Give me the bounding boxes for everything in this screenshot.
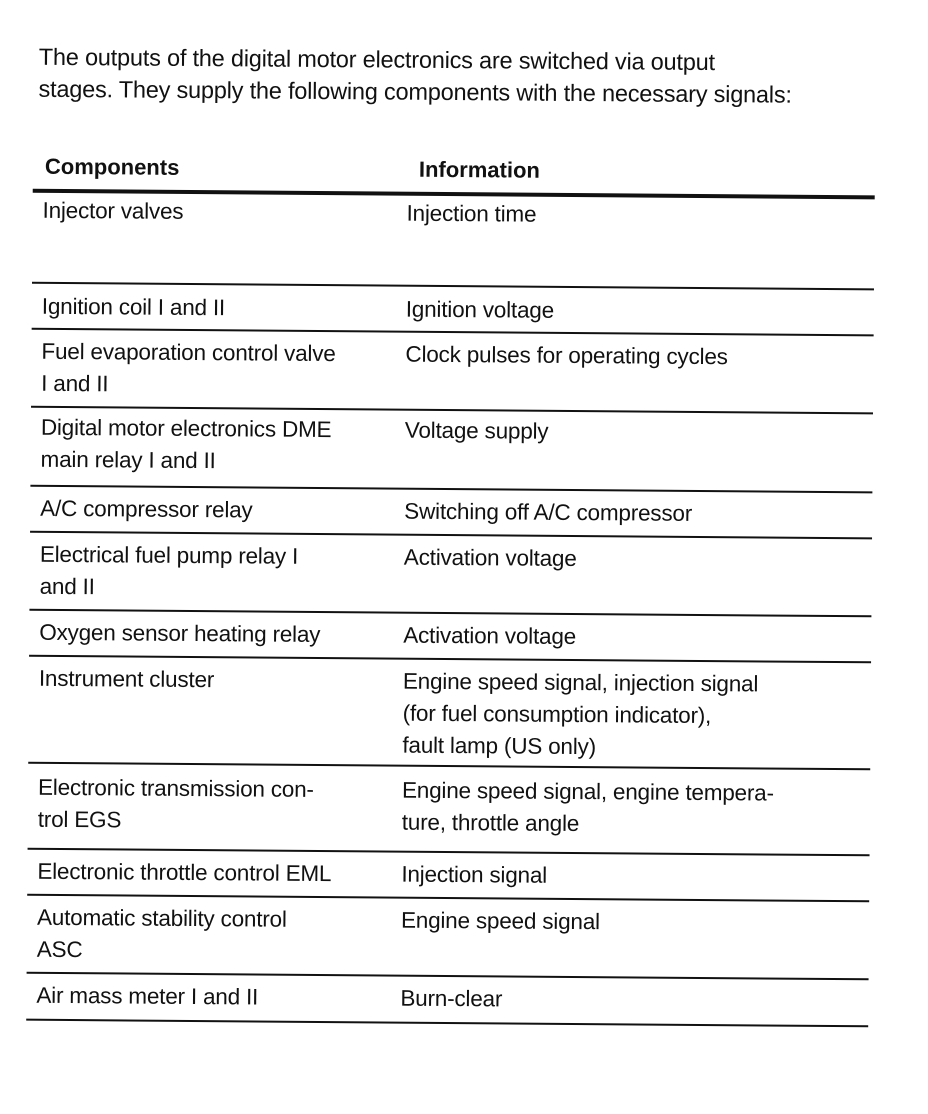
table-row xyxy=(27,896,870,981)
information-text: Clock pulses for operating cycles xyxy=(405,341,728,370)
intro-line: stages. They supply the following components with the necessary signals: xyxy=(38,75,792,108)
intro-paragraph xyxy=(38,41,918,112)
information-text: Ignition voltage xyxy=(405,296,555,323)
information-cell xyxy=(401,620,871,662)
header-information: Information xyxy=(418,156,541,183)
component-text: Instrument cluster xyxy=(38,665,215,693)
information-text: Burn-clear xyxy=(400,985,503,1012)
component-text: Injector valves xyxy=(42,197,184,224)
header-components: Components xyxy=(44,153,180,180)
table-row xyxy=(31,330,874,415)
component-text: trol EGS xyxy=(37,806,122,833)
component-cell xyxy=(30,412,403,488)
information-text: Activation voltage xyxy=(403,622,577,649)
component-text: Electronic transmission con- xyxy=(37,774,314,802)
component-text: Air mass meter I and II xyxy=(36,982,259,1010)
information-text: Engine speed signal, engine tempera- xyxy=(401,777,774,806)
information-cell xyxy=(402,415,873,492)
component-text: Electrical fuel pump relay I xyxy=(39,541,299,569)
intro-line: The outputs of the digital motor electronics are switched via output xyxy=(38,43,715,76)
component-text: ASC xyxy=(36,936,83,963)
information-text: Injection time xyxy=(406,200,537,227)
component-cell xyxy=(32,291,404,331)
table-row xyxy=(27,850,869,903)
component-cell xyxy=(27,856,399,897)
information-text: Activation voltage xyxy=(403,544,577,571)
information-cell xyxy=(398,983,868,1026)
component-text: Ignition coil I and II xyxy=(41,293,226,321)
table-row xyxy=(29,533,872,618)
component-text: Oxygen sensor heating relay xyxy=(39,619,321,647)
component-text: main relay I and II xyxy=(40,446,216,474)
information-cell xyxy=(399,859,869,901)
table-row xyxy=(26,974,868,1028)
components-table xyxy=(26,145,875,1028)
component-text: Digital motor electronics DME xyxy=(40,414,332,443)
information-cell xyxy=(404,294,874,335)
component-cell xyxy=(27,902,400,975)
component-text: Automatic stability control xyxy=(36,904,287,932)
component-text: and II xyxy=(39,573,95,600)
information-cell xyxy=(403,339,874,413)
information-cell xyxy=(400,666,871,769)
table-row xyxy=(32,193,875,291)
information-text: fault lamp (US only) xyxy=(402,732,597,760)
information-text: ture, throttle angle xyxy=(401,809,580,837)
table-header xyxy=(33,145,875,200)
component-text: Fuel evaporation control valve xyxy=(41,338,336,367)
table-row xyxy=(28,657,871,771)
information-cell xyxy=(401,542,872,616)
information-text: Switching off A/C compressor xyxy=(404,498,693,526)
component-cell xyxy=(26,980,398,1022)
component-cell xyxy=(32,195,405,285)
information-text: (for fuel consumption indicator), xyxy=(402,700,712,729)
information-text: Engine speed signal, injection signal xyxy=(402,668,759,697)
component-cell xyxy=(28,772,401,851)
component-text: I and II xyxy=(41,370,109,397)
component-text: Electronic throttle control EML xyxy=(37,858,332,887)
information-cell xyxy=(399,905,870,979)
component-cell xyxy=(30,493,402,534)
information-cell xyxy=(402,496,872,538)
information-text: Engine speed signal xyxy=(400,907,600,935)
table-row xyxy=(29,611,871,664)
information-cell xyxy=(404,198,875,289)
component-cell xyxy=(29,539,402,612)
table-row xyxy=(28,764,871,857)
information-text: Voltage supply xyxy=(404,417,549,444)
component-cell xyxy=(31,336,404,409)
information-cell xyxy=(400,775,871,855)
table-row xyxy=(30,408,873,494)
component-cell xyxy=(29,617,401,658)
information-text: Injection signal xyxy=(401,861,548,888)
table-row xyxy=(32,284,874,337)
component-text: A/C compressor relay xyxy=(40,495,253,523)
table-row xyxy=(30,487,872,540)
component-cell xyxy=(28,663,401,765)
